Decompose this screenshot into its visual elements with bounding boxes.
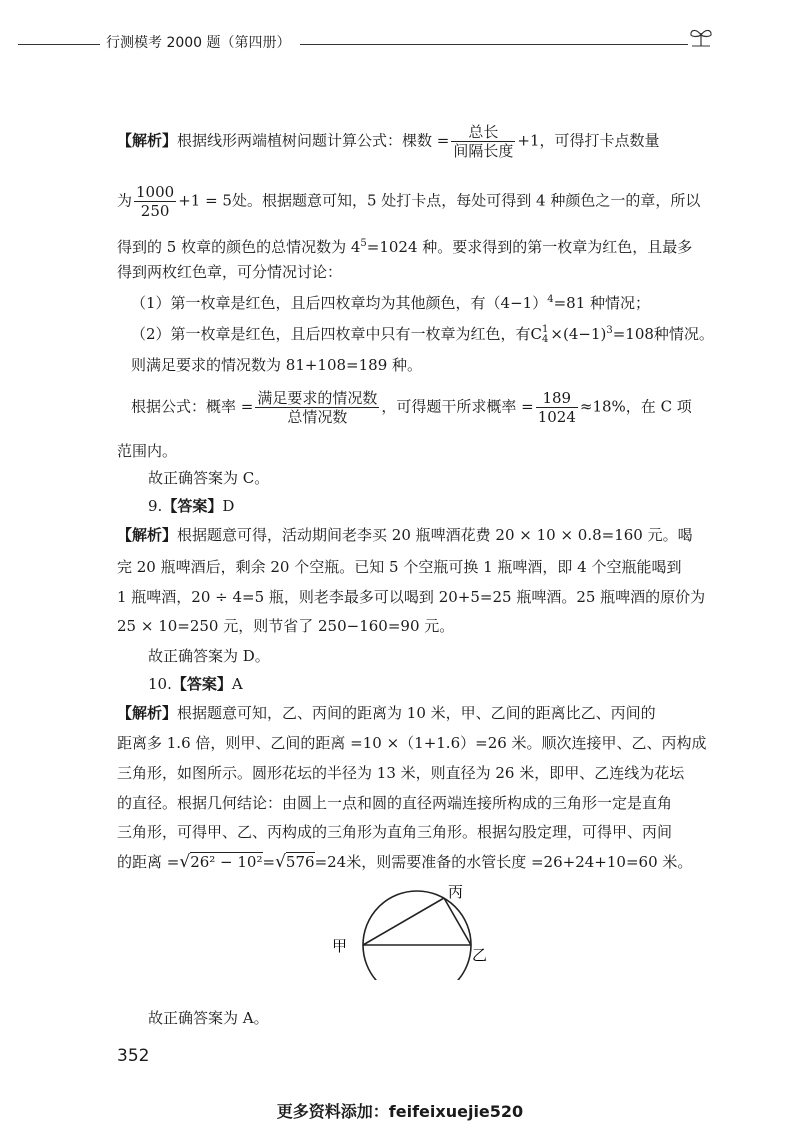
question-9-explanation: 【解析】根据题意可得，活动期间老李买 20 瓶啤酒花费 20 × 10 × 0.8=160 元。喝 bbox=[117, 526, 693, 544]
case-1: （1）第一枚章是红色，且后四枚章均为其他颜色，有$(4-1)^4=81$ 种情况； bbox=[131, 294, 651, 312]
text-line: 的直径。根据几何结论：由圆上一点和圆的直径两端连接所构成的三角形一定是直角 bbox=[117, 794, 673, 812]
paragraph-formula-2: 为 $\frac{1000}{250}$ +1 = 5处。根据题意可知，5 处打卡点，每处可得到 4 种颜色之一的章，所以 bbox=[117, 183, 701, 220]
conclusion: 故正确答案为 D。 bbox=[148, 647, 270, 665]
text-line: 则满足要求的情况数为 81+108=189 种。 bbox=[131, 356, 423, 374]
circle-triangle-figure bbox=[330, 880, 490, 980]
question-9-answer: 9.【答案】D bbox=[148, 497, 235, 515]
footer-note: 更多资料添加：feifeixuejie520 bbox=[276, 1102, 524, 1121]
text-line: 三角形，如图所示。圆形花坛的半径为 13 米，则直径为 26 米，即甲、乙连线为花坛 bbox=[117, 764, 685, 782]
fraction: $\frac{1000}{250}$ bbox=[136, 183, 175, 220]
distance-formula: 的距离 =√26² − 10²=√576=24米，则需要准备的水管长度 =26+24+10=60 米。 bbox=[117, 852, 693, 872]
page-number: 352 bbox=[117, 1046, 150, 1066]
fraction: $\frac{\text{满足要求的情况数}}{\text{总情况数}}$ bbox=[257, 389, 378, 426]
text-line: 25 × 10=250 元，则节省了 250−160=90 元。 bbox=[117, 617, 455, 635]
label-bing: 丙 bbox=[448, 883, 464, 901]
question-10-explanation: 【解析】根据题意可知，乙、丙间的距离为 10 米，甲、乙间的距离比乙、丙间的 bbox=[117, 704, 656, 722]
text-line: 范围内。 bbox=[117, 442, 178, 460]
header-rule-left bbox=[18, 44, 100, 45]
label-jia: 甲 bbox=[332, 937, 348, 955]
question-10-answer: 10.【答案】A bbox=[148, 675, 243, 693]
chord-jia-bing bbox=[363, 898, 444, 945]
text-line: 1 瓶啤酒，20 ÷ 4=5 瓶，则老李最多可以喝到 20+5=25 瓶啤酒。25 瓶啤酒的原价为 bbox=[117, 588, 706, 606]
text-line: 三角形，可得甲、乙、丙构成的三角形为直角三角形。根据勾股定理，可得甲、丙间 bbox=[117, 823, 673, 841]
fraction: $\frac{\text{总长}}{\text{间隔长度}}$ bbox=[453, 123, 514, 160]
text-line: 距离多 1.6 倍，则甲、乙间的距离 =10 ×（1+1.6）=26 米。顺次连接甲、乙、丙构成 bbox=[117, 734, 707, 752]
sprout-icon bbox=[684, 24, 718, 54]
explain-label: 【解析】 bbox=[117, 131, 178, 150]
paragraph-formula-1: 【解析】根据线形两端植树问题计算公式：棵数 = $\frac{\text{总长}}{\text{间隔长度}}$ +1，可得打卡点数量 bbox=[117, 123, 660, 160]
label-yi: 乙 bbox=[472, 946, 488, 964]
conclusion: 故正确答案为 C。 bbox=[148, 469, 270, 487]
text-line: 得到两枚红色章，可分情况讨论： bbox=[117, 263, 343, 281]
paragraph-probability: 根据公式：概率 = $\frac{\text{满足要求的情况数}}{\text{总情况数}}$ ，可得题干所求概率 = $\frac{189}{1024}$ ≈18%，在 C 项 bbox=[131, 389, 692, 426]
fraction: $\frac{189}{1024}$ bbox=[537, 389, 576, 426]
case-2: （2）第一枚章是红色，且后四枚章中只有一枚章为红色，有C 1 4 $\times(4-1)^3=108$种情况。 bbox=[131, 324, 714, 345]
header-title: 行测模考 2000 题（第四册） bbox=[106, 35, 291, 51]
chord-bing-yi bbox=[444, 898, 471, 945]
text-line: 得到的 5 枚章的颜色的总情况数为 $4^5=1024$ 种。要求得到的第一枚章为红色，且最多 bbox=[117, 238, 693, 256]
conclusion: 故正确答案为 A。 bbox=[148, 1009, 269, 1027]
header-rule-right bbox=[300, 44, 688, 45]
running-header bbox=[0, 30, 800, 54]
text-line: 完 20 瓶啤酒后，剩余 20 个空瓶。已知 5 个空瓶可换 1 瓶啤酒，即 4 个空瓶能喝到 bbox=[117, 558, 682, 576]
